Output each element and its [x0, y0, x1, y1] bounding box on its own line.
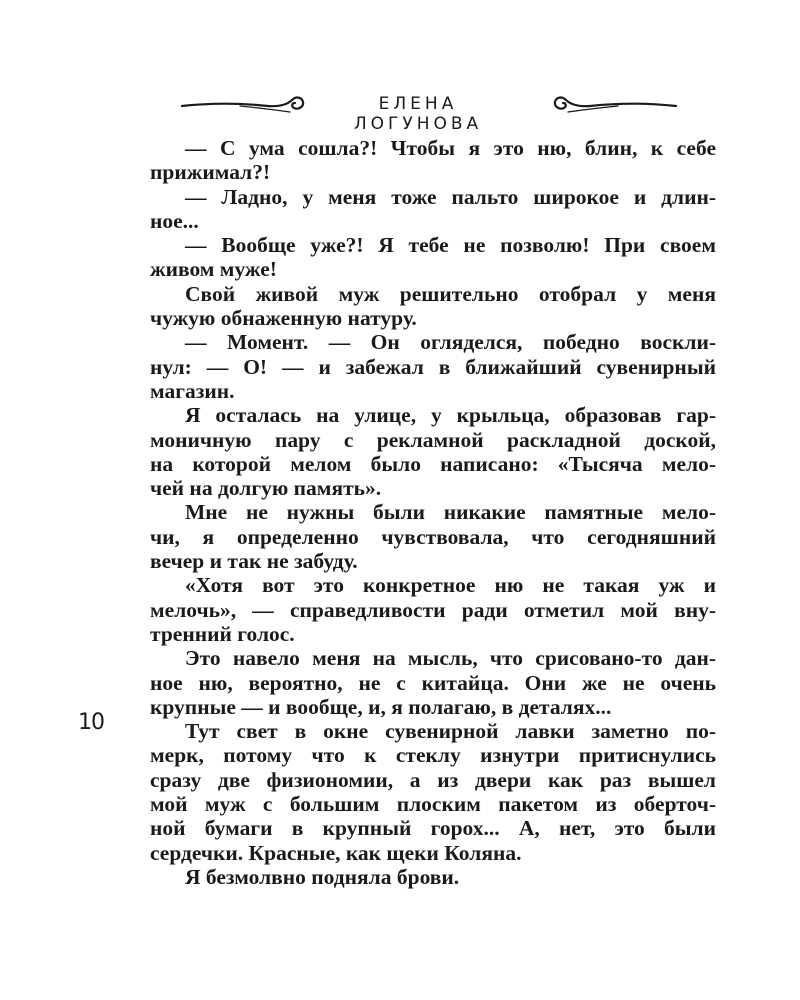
right-flourish-ornament	[548, 94, 678, 118]
text-line: Мне не нужны были никакие памятные мело-	[185, 500, 716, 525]
text-line: «Хотя вот это конкретное ню не такая уж и	[185, 573, 716, 598]
left-flourish-ornament	[180, 94, 310, 118]
text-line: Это навело меня на мысль, что срисовано-то дан-	[185, 646, 716, 671]
text-line: Я безмолвно подняла брови.	[185, 864, 460, 889]
paragraph	[150, 573, 716, 646]
paragraph	[150, 233, 716, 282]
text-line: — Ладно, у меня тоже пальто широкое и длин-	[185, 184, 716, 209]
text-line: — Момент. — Он огляделся, победно воскли-	[185, 330, 716, 355]
text-line: сразу две физиономии, а из двери как раз вышел	[150, 767, 716, 792]
paragraph	[150, 646, 716, 719]
text-line: нул: — О! — и забежал в ближайший сувенирный	[150, 354, 716, 379]
text-line: на которой мелом было написано: «Тысяча мело-	[150, 451, 716, 476]
page-number: 10	[78, 710, 104, 735]
paragraph	[150, 136, 716, 185]
text-line: Я осталась на улице, у крыльца, образовав гар-	[185, 403, 716, 428]
text-line: Тут свет в окне сувенирной лавки заметно по-	[185, 719, 716, 744]
paragraph	[150, 282, 716, 331]
paragraph	[150, 403, 716, 500]
paragraph	[150, 185, 716, 234]
text-line: магазин.	[150, 378, 235, 403]
paragraph	[150, 865, 716, 889]
paragraph	[150, 500, 716, 573]
running-header	[0, 86, 800, 134]
text-line: тренний голос.	[150, 621, 295, 646]
text-line: чи, я определенно чувствовала, что сегодняшний	[150, 524, 716, 549]
text-line: крупные — и вообще, и, я полагаю, в деталях...	[150, 694, 612, 719]
text-line: ное...	[150, 208, 199, 233]
text-line: мелочь», — справедливости ради отметил мой вну-	[150, 597, 716, 622]
text-line: вечер и так не забуду.	[150, 549, 358, 574]
text-line: мерк, потому что к стеклу изнутри притиснулись	[150, 743, 716, 768]
text-line: ной бумаги в крупный горох... А, нет, это были	[150, 816, 716, 841]
text-line: мой муж с большим плоским пакетом из оберточ-	[150, 792, 716, 817]
text-line: прижимал?!	[150, 160, 271, 185]
text-line: ное ню, вероятно, не с китайца. Они же не очень	[150, 670, 716, 695]
text-line: сердечки. Красные, как щеки Коляна.	[150, 840, 522, 865]
text-line: моничную пару с рекламной раскладной доской,	[150, 427, 716, 452]
text-line: — С ума сошла?! Чтобы я это ню, блин, к себе	[185, 136, 716, 160]
author-name: ЕЛЕНА ЛОГУНОВА	[353, 94, 483, 134]
text-line: чей на долгую память».	[150, 476, 382, 501]
paragraph	[150, 719, 716, 865]
text-line: живом муже!	[150, 257, 277, 282]
text-line: — Вообще уже?! Я тебе не позволю! При своем	[185, 233, 716, 258]
text-line: чужую обнаженную натуру.	[150, 306, 417, 331]
text-line: Свой живой муж решительно отобрал у меня	[185, 281, 716, 306]
body-text	[150, 136, 716, 889]
paragraph	[150, 330, 716, 403]
